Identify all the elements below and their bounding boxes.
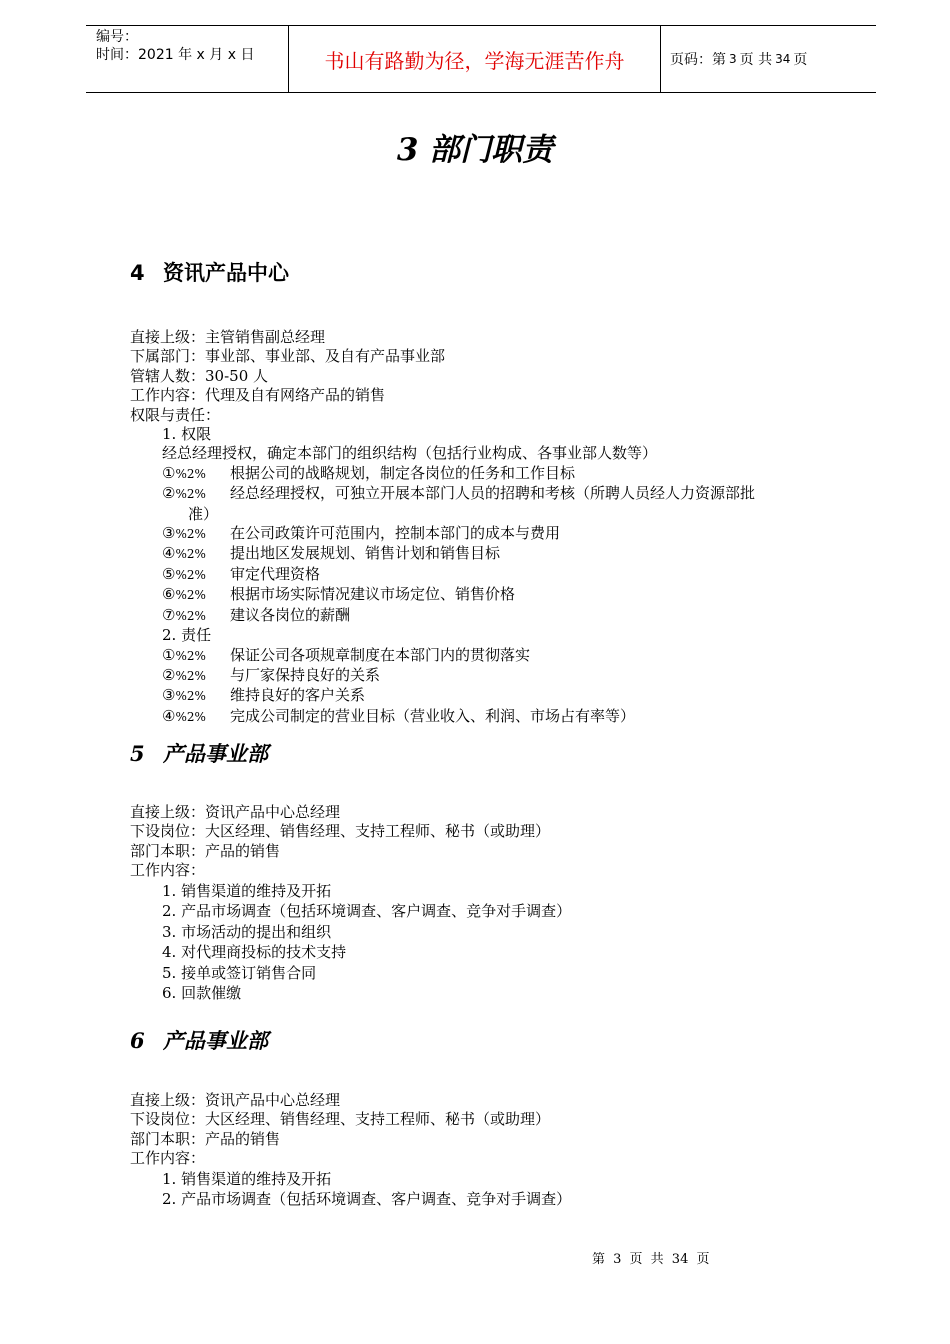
list-item: 5. 接单或签订销售合同 xyxy=(162,963,317,982)
body-line: 管辖人数：30-50 人 xyxy=(130,366,269,385)
list-item: ⑥%2% 根据市场实际情况建议市场定位、销售价格 xyxy=(162,585,516,604)
section-6-body xyxy=(130,1091,850,1210)
section-5-body xyxy=(130,803,850,1004)
body-line: 下设岗位：大区经理、销售经理、支持工程师、秘书（或助理） xyxy=(130,1110,551,1129)
body-line: 直接上级：资讯产品中心总经理 xyxy=(130,1091,341,1109)
body-line: 部门本职：产品的销售 xyxy=(130,1129,281,1148)
list-item: 1. 销售渠道的维持及开拓 xyxy=(162,881,332,900)
body-line: 下属部门：事业部、事业部、及自有产品事业部 xyxy=(130,347,446,366)
section-4-heading xyxy=(130,257,289,287)
list-item: ①%2% 根据公司的战略规划，制定各岗位的任务和工作目标 xyxy=(162,463,576,482)
list-item: 2. 产品市场调查（包括环境调查、客户调查、竞争对手调查） xyxy=(162,902,572,921)
header-meta xyxy=(86,26,288,92)
list-item: ⑤%2% 审定代理资格 xyxy=(162,564,321,583)
list-item: ②%2% 经总经理授权，可独立开展本部门人员的招聘和考核（所聘人员经人力资源部批 xyxy=(162,484,756,503)
list-item: 4. 对代理商投标的技术支持 xyxy=(162,943,347,962)
page-total: 34 xyxy=(775,52,791,66)
list-item: ④%2% 完成公司制定的营业目标（营业收入、利润、市场占有率等） xyxy=(162,706,636,725)
section-title: 产品事业部 xyxy=(163,1028,268,1053)
list-item: ③%2% 维持良好的客户关系 xyxy=(162,686,366,705)
page-current: 3 xyxy=(729,52,737,66)
list-item-continuation: 准） xyxy=(188,504,219,523)
section-number: 6 xyxy=(130,1028,145,1053)
section-number: 5 xyxy=(130,741,145,766)
section-5-heading xyxy=(130,738,268,768)
motto-text: 书山有路勤为径，学海无涯苦作舟 xyxy=(324,48,625,73)
body-line: 工作内容： xyxy=(130,1149,206,1168)
page-suffix: 页 xyxy=(793,52,808,68)
responsibility-heading: 2. 责任 xyxy=(162,626,212,645)
list-item: ①%2% 保证公司各项规章制度在本部门内的贯彻落实 xyxy=(162,645,531,664)
body-line: 直接上级：资讯产品中心总经理 xyxy=(130,803,341,821)
body-line: 直接上级：主管销售副总经理 xyxy=(130,328,326,346)
page-footer: 第 3 页 共 34 页 xyxy=(592,1252,710,1267)
list-item: ④%2% 提出地区发展规划、销售计划和销售目标 xyxy=(162,544,501,563)
section-6-heading xyxy=(130,1025,268,1055)
body-line: 下设岗位：大区经理、销售经理、支持工程师、秘书（或助理） xyxy=(130,822,551,841)
header-page-info xyxy=(661,26,876,92)
page-header xyxy=(86,25,876,93)
section-4-body xyxy=(130,328,850,727)
page-prefix: 页码：第 xyxy=(670,52,726,68)
section-title: 产品事业部 xyxy=(163,741,268,766)
time-label: 时间：2021 年 x 月 x 日 xyxy=(96,47,255,63)
body-line: 权限与责任： xyxy=(130,405,221,424)
body-line: 部门本职：产品的销售 xyxy=(130,841,281,860)
body-line: 工作内容： xyxy=(130,861,206,880)
chapter-title: 3 部门职责 xyxy=(396,132,554,168)
header-motto xyxy=(288,26,661,92)
serial-label: 编号： xyxy=(96,29,138,45)
list-item: ⑦%2% 建议各岗位的薪酬 xyxy=(162,605,351,624)
list-item: 2. 产品市场调查（包括环境调查、客户调查、竞争对手调查） xyxy=(162,1190,572,1209)
list-item: 6. 回款催缴 xyxy=(162,984,242,1003)
list-item: 1. 销售渠道的维持及开拓 xyxy=(162,1169,332,1188)
page-mid: 页 共 xyxy=(739,52,773,68)
section-title: 资讯产品中心 xyxy=(163,261,289,285)
list-item: ②%2% 与厂家保持良好的关系 xyxy=(162,665,381,684)
list-item: ③%2% 在公司政策许可范围内，控制本部门的成本与费用 xyxy=(162,524,561,543)
body-line: 工作内容：代理及自有网络产品的销售 xyxy=(130,386,386,405)
list-item: 3. 市场活动的提出和组织 xyxy=(162,922,332,941)
authority-heading: 1. 权限 xyxy=(162,425,212,444)
authority-intro: 经总经理授权，确定本部门的组织结构（包括行业构成、各事业部人数等） xyxy=(162,444,658,463)
section-number: 4 xyxy=(130,261,145,285)
